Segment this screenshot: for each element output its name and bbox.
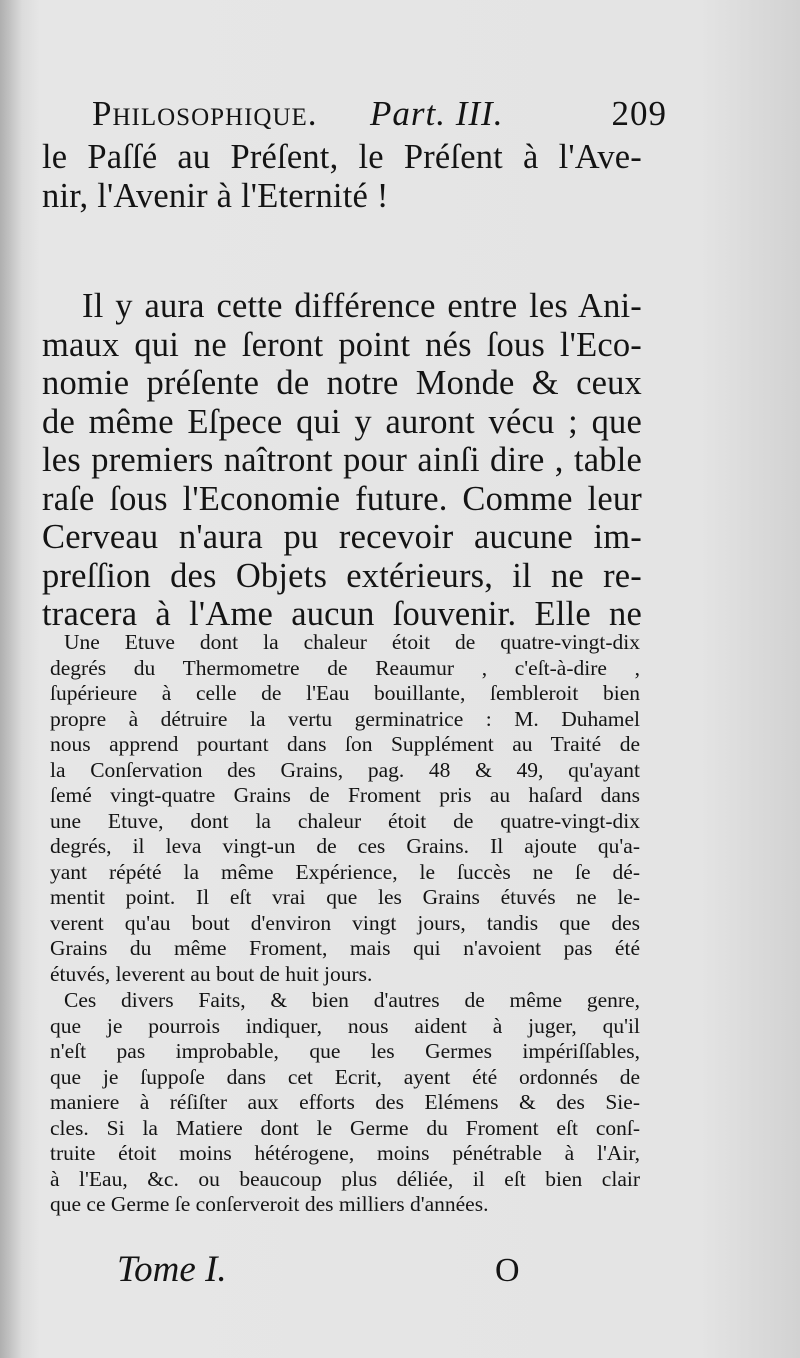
footnote-line: propre à détruire la vertu germinatrice : M. Duhamel <box>50 706 640 731</box>
footnote-line: degrés, il leva vingt-un de ces Grains. Il ajoute qu'a- <box>50 834 640 858</box>
footnote-line: degrés du Thermometre de Reaumur , c'eſt-à-dire , <box>50 655 640 680</box>
text-line: de même Eſpece qui y auront vécu ; que <box>42 402 642 441</box>
footnote-line: truite étoit moins hétérogene, moins pénétrable à l'Air, <box>50 1141 640 1165</box>
text-line: Cerveau n'aura pu recevoir aucune im- <box>42 518 642 556</box>
text-line: preſſion des Objets extérieurs, il ne re- <box>42 556 642 595</box>
footnote-line: que ce Germe ſe conſerveroit des milliers d'années. <box>50 1192 489 1216</box>
footnote-line: étuvés, leverent au bout de huit jours. <box>50 961 373 986</box>
page-number: 209 <box>611 94 667 133</box>
footnote-line: Ces divers Faits, & bien d'autres de même genre, <box>64 988 640 1012</box>
footnote-line: verent qu'au bout d'environ vingt jours, tandis que des <box>50 910 640 935</box>
signature-mark: O <box>495 1252 520 1289</box>
main-text <box>42 138 642 634</box>
header-part: Part. III. <box>370 94 504 133</box>
text-line: les premiers naîtront pour ainſi dire , table <box>42 441 642 479</box>
footnote-line: une Etuve, dont la chaleur étoit de quatre-vingt-dix <box>50 808 640 833</box>
footnote-line: Une Etuve dont la chaleur étoit de quatre-vingt-dix <box>64 630 640 654</box>
footnote-line: ſemé vingt-quatre Grains de Froment pris au haſard dans <box>50 783 640 807</box>
header-title: Philosophique. <box>92 94 318 133</box>
text-line: le Paſſé au Préſent, le Préſent à l'Ave- <box>42 138 642 176</box>
binding-shadow <box>0 0 22 1358</box>
volume-label: Tome I. <box>117 1249 227 1290</box>
footnote-line: la Conſervation des Grains, pag. 48 & 49, qu'ayant <box>50 757 640 782</box>
footnote-line: nous apprend pourtant dans ſon Supplément au Traité de <box>50 732 640 756</box>
text-line: nomie préſente de notre Monde & ceux <box>42 364 642 402</box>
footnote-line: que je ſuppoſe dans cet Ecrit, ayent été ordonnés de <box>50 1064 640 1089</box>
footnote-line: maniere à réſiſter aux efforts des Elémens & des Sie- <box>50 1090 640 1114</box>
text-line: maux qui ne ſeront point nés ſous l'Eco- <box>42 325 642 364</box>
running-header <box>92 88 667 138</box>
text-line: tracera à l'Ame aucun ſouvenir. Elle ne <box>42 595 642 633</box>
footnote-line: que je pourrois indiquer, nous aident à juger, qu'il <box>50 1013 640 1038</box>
footnote-line: cles. Si la Matiere dont le Germe du Froment eſt conſ- <box>50 1115 640 1140</box>
footnote-line: mentit point. Il eſt vrai que les Grains étuvés ne le- <box>50 885 640 909</box>
footnote-line: n'eſt pas improbable, que les Germes impériſſables, <box>50 1039 640 1063</box>
footnote-line: à l'Eau, &c. ou beaucoup plus déliée, il eſt bien clair <box>50 1166 640 1191</box>
footnote-line: Grains du même Froment, mais qui n'avoient pas été <box>50 936 640 960</box>
text-line: raſe ſous l'Economie future. Comme leur <box>42 479 642 518</box>
footnote-line: yant répété la même Expérience, le ſuccès ne ſe dé- <box>50 859 640 884</box>
footnote <box>50 630 640 1218</box>
text-line: nir, l'Avenir à l'Eternité ! <box>42 176 389 215</box>
footnote-line: ſupérieure à celle de l'Eau bouillante, ſembleroit bien <box>50 681 640 705</box>
text-line: Il y aura cette différence entre les Ani- <box>82 287 642 325</box>
